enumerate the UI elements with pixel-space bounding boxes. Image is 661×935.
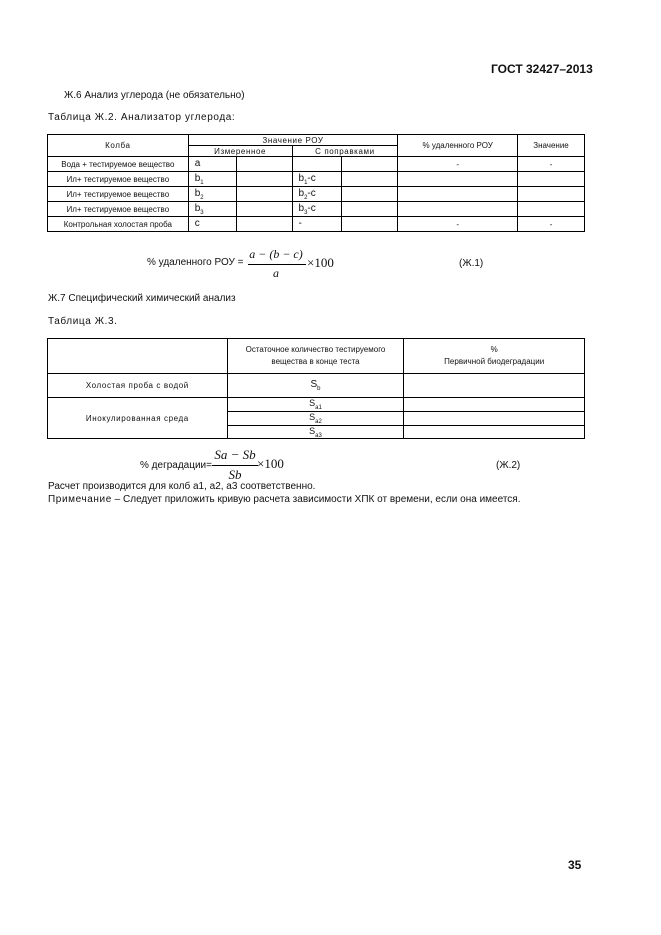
removed-cell xyxy=(398,187,518,202)
measured-cell: $b_3$ xyxy=(188,202,236,217)
measured-cell: $b_1$ xyxy=(188,172,236,187)
row-label: Контрольная холостая проба xyxy=(48,217,189,232)
formula1-fraction-line xyxy=(248,264,306,265)
note-label: Примечание xyxy=(48,494,112,505)
formula2-fraction-line xyxy=(212,465,258,466)
col-percent-primary xyxy=(404,339,585,374)
col-corrected: С поправками xyxy=(292,146,398,157)
value-cell: - xyxy=(518,217,585,232)
row-label: Ил+ тестируемое вещество xyxy=(48,187,189,202)
formula1-number: (Ж.1) xyxy=(459,258,484,269)
chemical-analysis-table xyxy=(47,338,585,439)
col-remaining: Остаточное количество тестируемого вещества в конце теста xyxy=(227,339,404,374)
corrected-cell: $b_3-c$ xyxy=(292,202,342,217)
sa1-cell: $S_{a1}$ xyxy=(227,398,404,412)
sa3-cell: $S_{a3}$ xyxy=(227,425,404,439)
page-number: 35 xyxy=(568,858,582,872)
formula2-lhs: % деградации= xyxy=(140,460,212,471)
carbon-analyzer-table xyxy=(47,134,585,232)
calculation-text: Расчет производится для колб a1, a2, a3 соответственно. xyxy=(48,481,316,492)
table-row xyxy=(48,398,585,412)
table-row xyxy=(48,172,585,187)
table1-caption: Таблица Ж.2. Анализатор углерода: xyxy=(48,112,236,123)
formula1-numerator: a − (b − c) xyxy=(249,247,303,261)
standard-designation: ГОСТ 32427–2013 xyxy=(491,62,593,76)
formula2-number: (Ж.2) xyxy=(496,460,521,471)
formula1-denominator: a xyxy=(273,266,279,280)
note-text: – Следует приложить кривую расчета зависимости ХПК от времени, если она имеется. xyxy=(111,494,521,505)
sa2-cell: $S_{a2}$ xyxy=(227,411,404,425)
sb-cell: $S_b$ xyxy=(227,374,404,398)
row-blank-label: Холостая проба с водой xyxy=(48,374,228,398)
col-rou: Значение РОУ xyxy=(188,135,398,146)
col-value: Значение xyxy=(518,135,585,157)
row-label: Ил+ тестируемое вещество xyxy=(48,202,189,217)
removed-cell: - xyxy=(398,157,518,172)
measured-cell: c xyxy=(188,217,236,232)
value-cell xyxy=(518,187,585,202)
table-row xyxy=(48,217,585,232)
row-label: Вода + тестируемое вещество xyxy=(48,157,189,172)
section-g7-heading: Ж.7 Специфический химический анализ xyxy=(48,293,236,304)
corrected-cell xyxy=(292,157,342,172)
table-row xyxy=(48,202,585,217)
formula2-numerator: Sa − Sb xyxy=(214,447,256,462)
table-row xyxy=(48,187,585,202)
col-measured: Измеренное xyxy=(188,146,292,157)
formula2-denominator: Sb xyxy=(228,467,242,482)
corrected-cell: - xyxy=(292,217,342,232)
table-row xyxy=(48,157,585,172)
measured-cell: $b_2$ xyxy=(188,187,236,202)
formula2-multiplier: ×100 xyxy=(257,456,284,471)
removed-cell xyxy=(398,202,518,217)
formula1-multiplier: ×100 xyxy=(307,255,334,270)
table-row xyxy=(48,374,585,398)
col-removed: % удаленного РОУ xyxy=(398,135,518,157)
section-g6-heading: Ж.6 Анализ углерода (не обязательно) xyxy=(64,90,245,101)
col-percent: % xyxy=(490,345,498,354)
measured-cell: a xyxy=(188,157,236,172)
note xyxy=(48,494,520,505)
corrected-cell: $b_1-c$ xyxy=(292,172,342,187)
value-cell xyxy=(518,172,585,187)
removed-cell xyxy=(398,172,518,187)
value-cell: - xyxy=(518,157,585,172)
row-label: Ил+ тестируемое вещество xyxy=(48,172,189,187)
corrected-cell: $b_2-c$ xyxy=(292,187,342,202)
col-primary: Первичной биодеградации xyxy=(444,357,545,366)
removed-cell: - xyxy=(398,217,518,232)
table2-caption: Таблица Ж.3. xyxy=(48,316,118,327)
row-inoculated-label: Инокулированная среда xyxy=(48,398,228,439)
col-flask: Колба xyxy=(48,135,189,157)
value-cell xyxy=(518,202,585,217)
formula1-lhs: % удаленного РОУ = xyxy=(147,257,244,268)
